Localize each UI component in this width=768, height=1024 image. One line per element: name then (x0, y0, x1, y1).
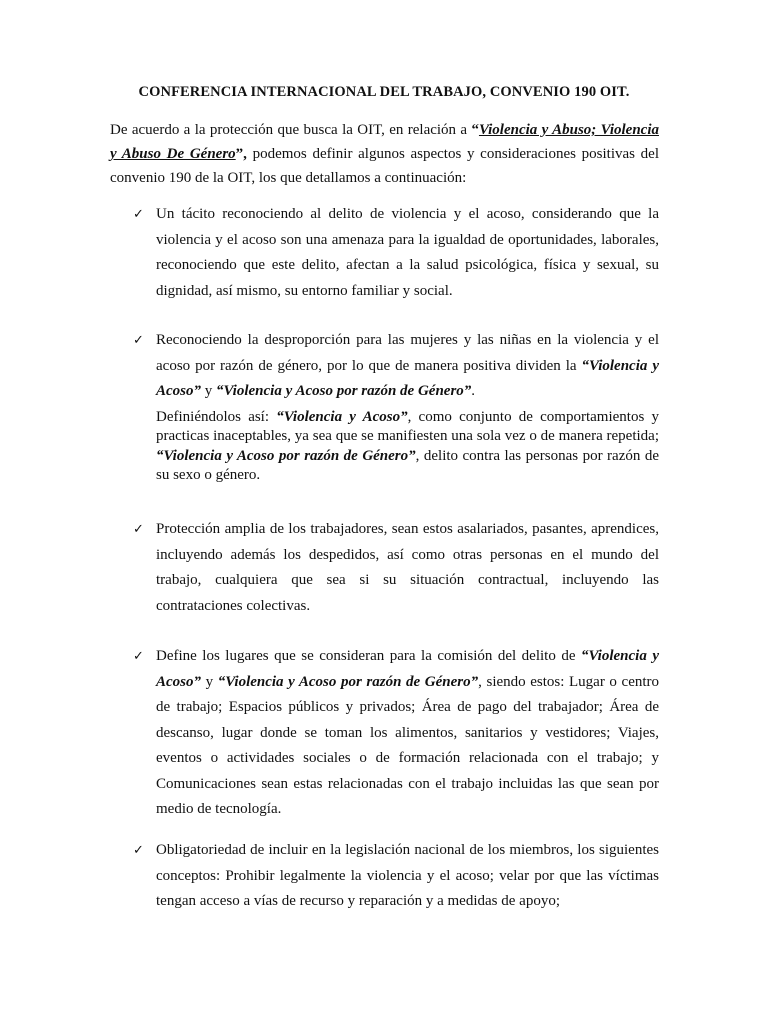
definition-text: , delito contra las personas por razón de su sexo o género. (156, 447, 660, 483)
checkmark-icon: ✓ (133, 207, 144, 222)
intro-emphasis-term: Violencia y Abuso; Violencia y Abuso De Género (110, 122, 659, 162)
emphasis-violencia-genero: “Violencia y Acoso por razón de Género” (216, 383, 472, 399)
definition-paragraph (156, 408, 659, 486)
list-item-text: Obligatoriedad de incluir en la legislación nacional de los miembros, los siguientes conceptos: Prohibir legalmente la violencia y el acoso; velar por que las víctimas tengan acceso a vías de recurso y reparación y a medidas de apoyo; (156, 842, 659, 909)
intro-paragraph (110, 118, 659, 190)
list-item-text: y (201, 673, 218, 690)
list-item (133, 838, 659, 915)
list-item-text: Reconociendo la desproporción para las mujeres y las niñas en la violencia y el acoso por razón de género, por lo que de manera positiva dividen la (156, 332, 659, 374)
document-title: CONFERENCIA INTERNACIONAL DEL TRABAJO, CONVENIO 190 OIT. (138, 84, 630, 100)
emphasis-violencia-acoso: “Violencia y Acoso” (276, 408, 408, 425)
checkmark-icon: ✓ (133, 649, 144, 664)
intro-text-start: De acuerdo a la protección que busca la OIT, en relación a (110, 122, 472, 138)
emphasis-violencia-acoso: “Violencia y Acoso” (156, 357, 659, 399)
list-item-text: y (201, 383, 216, 399)
intro-quote-open: “ (471, 122, 479, 138)
list-item-text: Define los lugares que se consideran para la comisión del delito de (156, 648, 581, 664)
emphasis-violencia-acoso: “Violencia y Acoso” (156, 648, 659, 690)
definition-text: , como conjunto de comportamientos y practicas inaceptables, ya sea que se manifiesten una sola vez o de manera repetida; (156, 408, 659, 444)
list-item (133, 517, 659, 619)
intro-quote-close: ”, (235, 146, 247, 162)
checkmark-icon: ✓ (133, 522, 144, 537)
emphasis-violencia-genero: “Violencia y Acoso por razón de Género” (156, 447, 416, 464)
intro-text-end: podemos definir algunos aspectos y consideraciones positivas del convenio 190 de la OIT, los que detallamos a continuación: (110, 146, 659, 186)
checkmark-icon: ✓ (133, 843, 144, 858)
definition-text: Definiéndolos así: (156, 408, 277, 425)
list-item (133, 644, 660, 823)
list-item (133, 202, 659, 304)
list-item-text: Un tácito reconociendo al delito de violencia y el acoso, considerando que la violencia y el acoso son una amenaza para la igualdad de oportunidades, laborales, reconociendo que este delito, afectan a la salud psicológica, física y sexual, su dignidad, así mismo, su entorno familiar y social. (156, 206, 659, 299)
list-item-text: , siendo estos: Lugar o centro de trabajo; Espacios públicos y privados; Área de pago del trabajador; Área de descanso, lugar donde se toman los alimentos, sanitarios y vestidores; Viajes, eventos o actividades sociales o de formación relacionada con el trabajo; y Comunicaciones sean estas relacionadas con el trabajo incluidas las que sean por medio de tecnología. (156, 673, 660, 817)
checkmark-icon: ✓ (133, 333, 144, 348)
list-item-text: Protección amplia de los trabajadores, sean estos asalariados, pasantes, aprendices, incluyendo además los despedidos, así como otras personas en el mundo del trabajo, cualquiera que sea si su situación contractual, incluyendo las contrataciones colectivas. (156, 521, 659, 614)
list-item-text: . (471, 383, 476, 399)
list-item (133, 328, 660, 486)
emphasis-violencia-genero: “Violencia y Acoso por razón de Género” (217, 673, 479, 690)
